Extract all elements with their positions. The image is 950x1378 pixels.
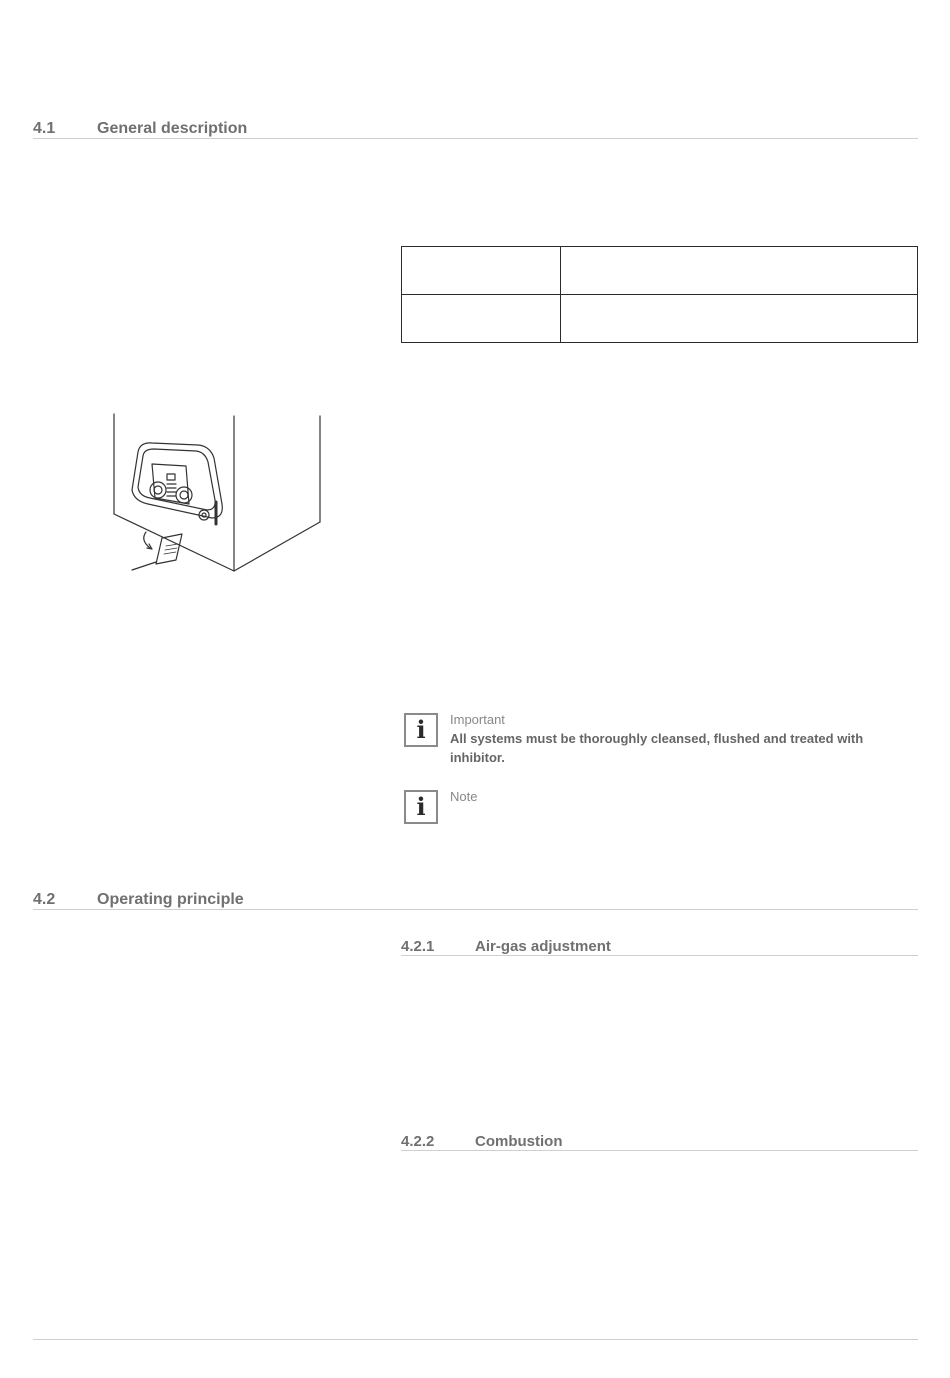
note-text: All systems must be thoroughly cleansed, flushed and treated with inhibitor. xyxy=(450,731,864,765)
section-title: Combustion xyxy=(475,1133,563,1150)
section-number: 4.1 xyxy=(33,120,56,137)
info-icon: i xyxy=(404,790,438,824)
table-cell xyxy=(561,247,918,295)
section-number: 4.2 xyxy=(33,891,56,908)
table-row xyxy=(402,295,918,343)
table-cell xyxy=(561,295,918,343)
section-heading-general-description xyxy=(33,122,918,139)
info-icon: i xyxy=(404,713,438,747)
table-cell xyxy=(402,295,561,343)
note-title: Important xyxy=(450,712,505,727)
section-number: 4.2.1 xyxy=(401,938,435,955)
section-title: Operating principle xyxy=(97,891,244,908)
note-title: Note xyxy=(450,789,478,804)
table-cell xyxy=(402,247,561,295)
section-heading-operating-principle xyxy=(33,893,918,910)
section-title: Air-gas adjustment xyxy=(475,938,611,955)
section-title: General description xyxy=(97,120,248,137)
table-row xyxy=(402,247,918,295)
data-table xyxy=(401,246,918,343)
section-number: 4.2.2 xyxy=(401,1133,435,1150)
boiler-illustration xyxy=(110,412,325,574)
subsection-heading-combustion xyxy=(401,1135,918,1151)
footer-divider xyxy=(33,1339,918,1340)
subsection-heading-air-gas-adjustment xyxy=(401,940,918,956)
